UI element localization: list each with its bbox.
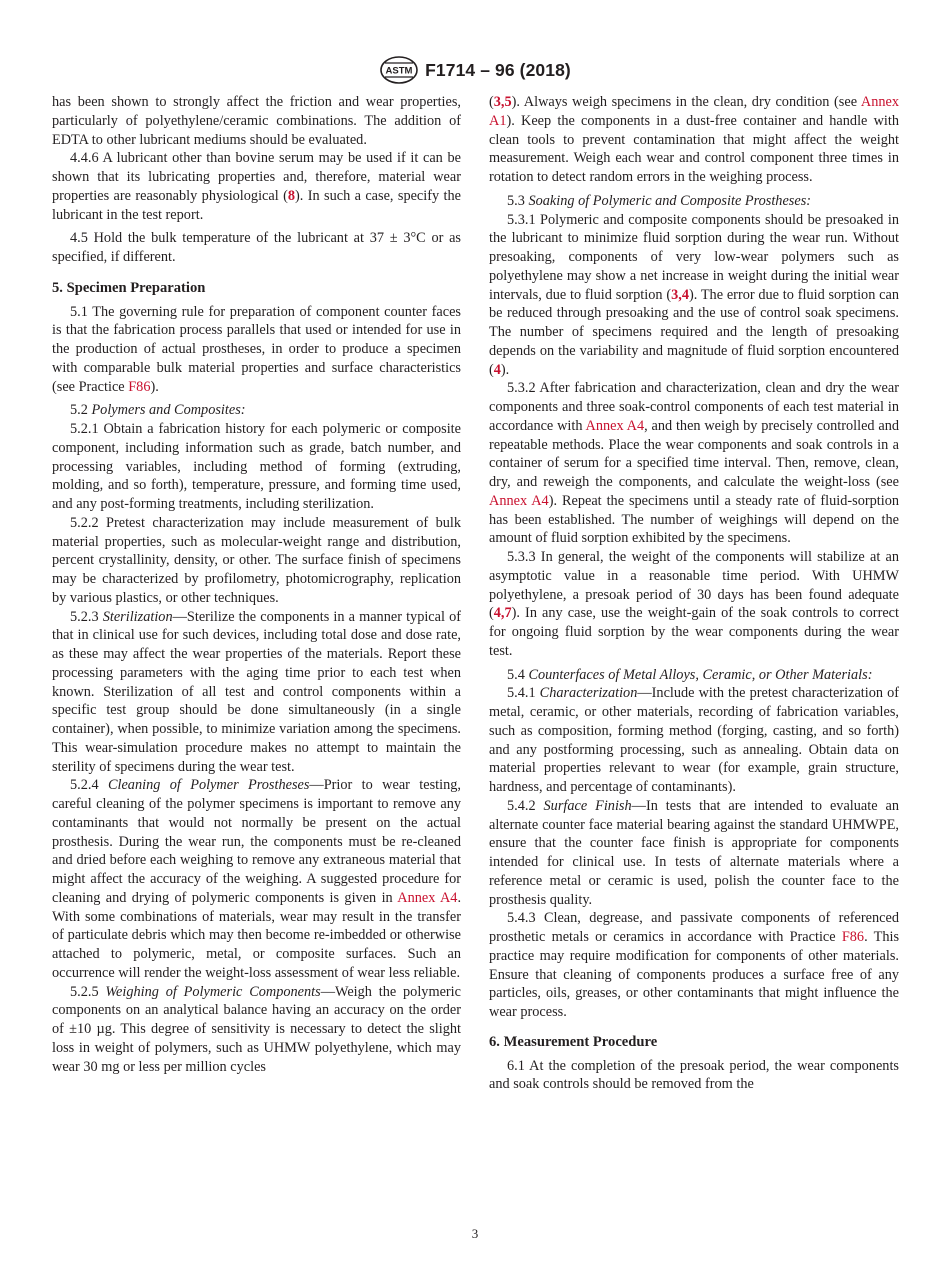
paragraph-5-2-1: 5.2.1 Obtain a fabrication history for each polymeric or composite component, including information such as grade, batch number, and processing variables, including method of forming (extruding, molding, and so forth), temperature, pressure, and forming time used, and any post-forming treatments, including sterilization. [52,421,461,512]
section-6-heading: 6. Measurement Procedure [489,1033,658,1050]
logo-text: ASTM [385,65,413,77]
section-5-heading: 5. Specimen Preparation [52,279,206,296]
reference-3-5-link[interactable]: 3,5 [493,94,512,110]
paragraph-4-5: 4.5 Hold the bulk temperature of the lubricant at 37 ± 3°C or as specified, if different. [52,230,461,265]
astm-logo-icon [379,54,419,86]
paragraph-5-1: 5.1 The governing rule for preparation of component counter faces is that the fabrication process parallels that used or intended for use in the production of actual prostheses, in order to produce a specimen with comparable bulk material properties and surface characteristics (see Practice F86). [52,303,461,395]
paragraph-5-2-4: 5.2.4 Cleaning of Polymer Prostheses—Prior to wear testing, careful cleaning of the polymer specimens is important to remove any contaminants that would not normally be present on the actual prosthesis. During the wear run, the components must be re-cleaned and dried before each weighing to remove any extraneous material that might affect the accuracy of the weighing. A suggested procedure for cleaning and drying of polymeric components is given in Annex A4. With some combinations of materials, wear may result in the transfer of particulate debris which may then become re-imbedded or otherwise attached to polymeric, metal, or composite surfaces. Such an occurrence will render the weight-loss assessment of wear less reliable. [52,777,462,981]
annex-a4-link[interactable]: Annex A4 [489,492,549,509]
paragraph-5-2-5: 5.2.5 Weighing of Polymeric Components—Weigh the polymeric components on an analytical balance having an accuracy on the order of ±10 µg. This degree of sensitivity is necessary to detect the slight loss in weight of polymers, such as UHMW polyethylene, which may wear 30 mg or less per million cycles [52,983,461,1075]
left-column [52,93,461,1076]
page-header [0,54,950,86]
annex-a4-link[interactable]: Annex A4 [585,417,645,434]
f86-link[interactable]: F86 [128,378,151,395]
paragraph-6-1: 6.1 At the completion of the presoak period, the wear components and soak controls should be removed from the [489,1057,899,1093]
paragraph-5-4: 5.4 Counterfaces of Metal Alloys, Ceramic, or Other Materials: [507,666,873,683]
paragraph-5-2-3: 5.2.3 Sterilization—Sterilize the components in a manner typical of that in clinical use for such devices, including total dose and dose rate, as these may affect the wear properties of the materials. Report these processing parameters with the aging time prior to each test when known. Sterilization of all test and control components within a specific test group should be done simultaneously (in a single container), when possible, to minimize variation among the specimens. This wear-simulation procedure makes no attempt to maintain the sterility of specimens during the wear test. [52,608,461,775]
paragraph-5-3-1: 5.3.1 Polymeric and composite components should be presoaked in the lubricant to minimize fluid sorption during the wear run. Without presoaking, components of very low-wear polymers such as polyethylene may show a net increase in weight during the initial wear intervals, due to fluid sorption (3,4). The error due to fluid sorption can be reduced through presoaking and the use of control soak specimens. The number of specimens required and the length of presoaking depends on the variability and magnitude of fluid sorption encountered (4). [489,211,899,378]
paragraph-continuation: has been shown to strongly affect the friction and wear properties, particularly of polyethylene/ceramic combinations. The addition of EDTA to other lubricant mediums should be evaluated. [52,94,461,148]
annex-a1-link[interactable]: Annex A1 [489,94,899,129]
paragraph-5-3: 5.3 Soaking of Polymeric and Composite Prostheses: [507,192,812,209]
paragraph-5-3-3: 5.3.3 In general, the weight of the components will stabilize at an asymptotic value in a reasonable time period. With UHMW polyethylene, a presoak period of 30 days has been found adequate (4,7). In any case, use the weight-gain of the soak controls to correct for ongoing fluid sorption by the wear components during the wear test. [489,549,899,659]
right-column [489,93,899,1094]
paragraph-5-4-2: 5.4.2 Surface Finish—In tests that are intended to evaluate an alternate counter face material bearing against the standard UHMWPE, ensure that the counter face finish is appropriate for components intended for clinical use. In tests of alternate materials where a reference metal or ceramic is used, polish the counter face to the prosthesis quality. [489,797,899,908]
annex-a4-link[interactable]: Annex A4 [397,889,458,906]
reference-3-4-link[interactable]: 3,4 [671,286,689,303]
paragraph-5-2-2: 5.2.2 Pretest characterization may include measurement of bulk material properties, such as molecular-weight range and distribution, percent crystallinity, density, or other. The surface finish of specimens may be characterized by profilometry, photomicrography, replication by various plastics, or other techniques. [52,514,461,606]
paragraph-4-4-6: 4.4.6 A lubricant other than bovine serum may be used if it can be shown that its lubricating properties and, therefore, material wear properties are reasonably physiological (8). In such a case, specify the lubricant in the test report. [52,150,462,223]
paragraph-5-4-3: 5.4.3 Clean, degrease, and passivate components of referenced prosthetic metals or ceramics in accordance with Practice F86. This practice may require modification for components of other materials. Ensure that cleaning of components produces a surface free of any particles, oils, greases, or other contaminants that might influence the wear process. [489,910,900,1020]
reference-4-link[interactable]: 4 [493,361,501,378]
reference-4-7-link[interactable]: 4,7 [493,605,512,622]
paragraph-continuation: (3,5). Always weigh specimens in the clean, dry condition (see Annex A1). Keep the components in a dust-free container and handle with clean tools to prevent contamination that might affect the weight measurement. Weigh each wear and control component three times in rotation to detect random errors in the weighing process. [489,94,899,185]
page-number: 3 [471,1226,479,1241]
paragraph-5-4-1: 5.4.1 Characterization—Include with the pretest characterization of metal, ceramic, or other materials, recording of fabrication variables, such as composition, forming method (forging, casting, and so forth) and any postforming processing, such as annealing. Obtain data on material properties relevant to wear (for example, grain structure, hardness, and percentage of contaminants). [489,685,899,795]
f86-link[interactable]: F86 [841,929,865,945]
document-id: F1714 – 96 (2018) [425,59,571,80]
reference-8-link[interactable]: 8 [287,187,296,204]
paragraph-5-3-2: 5.3.2 After fabrication and characterization, clean and dry the wear components and three soak-control components of each test material in accordance with Annex A4, and then weigh by precisely controlled and repeatable methods. Place the wear components and soak controls in a container of serum for a specified time interval. Then, remove, clean, dry, and reweigh the components, and calculate the weight-loss (see Annex A4). Repeat the specimens until a steady rate of fluid-sorption has been established. The number of weighings will depend on the amount of fluid sorption exhibited by the specimens. [489,380,900,547]
paragraph-5-2: 5.2 Polymers and Composites: [70,402,246,419]
